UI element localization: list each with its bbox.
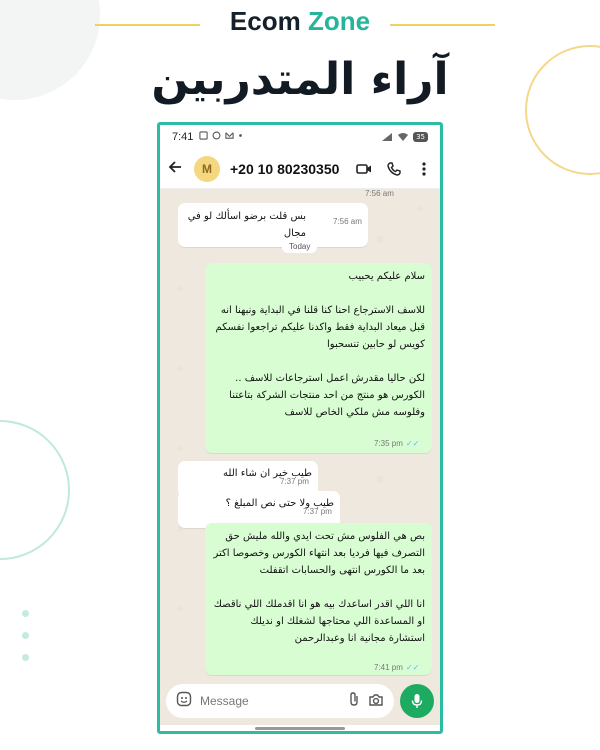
- day-separator: Today: [282, 240, 317, 253]
- message-text: لكن حاليا مقدرش اعمل استرجاعات للاسف .. الكورس هو منتج من احد منتجات الشركة بتاعتنا وفلوسه مش ملكي الخاص للاسف: [229, 373, 425, 418]
- message-time: 7:37 pm: [303, 507, 332, 516]
- chat-messages[interactable]: [160, 189, 440, 677]
- message-input-container: [166, 684, 394, 718]
- brand-main: Ecom: [229, 6, 301, 36]
- message-time: 7:56 am: [365, 189, 394, 198]
- message-text: طيب ولا حتى نص المبلغ ؟: [225, 498, 334, 509]
- message-time: 7:35 pm ✓✓: [374, 439, 420, 448]
- home-indicator: [255, 727, 345, 730]
- decorative-dots: [22, 610, 32, 676]
- message-text: طيب خير ان شاء الله: [223, 468, 312, 479]
- status-bar: [160, 125, 440, 149]
- whatsapp-icon: [212, 131, 221, 140]
- message-text: بس قلت برضو اسألك لو في مجال: [187, 211, 306, 239]
- phone-screenshot: [157, 122, 443, 734]
- camera-icon[interactable]: [368, 692, 384, 711]
- message-time: 7:37 pm: [280, 477, 309, 486]
- screenshot-icon: [199, 131, 208, 140]
- message-outgoing[interactable]: [205, 263, 432, 453]
- phone-call-icon[interactable]: [386, 161, 402, 177]
- signal-icon: [381, 132, 393, 142]
- avatar[interactable]: M: [194, 156, 220, 182]
- message-text: سلام عليكم يحبيب: [348, 271, 425, 282]
- message-outgoing[interactable]: [205, 523, 432, 675]
- page-title: آراء المتدربين: [151, 54, 449, 105]
- status-right: [381, 132, 428, 142]
- status-time: 7:41: [172, 131, 194, 143]
- message-time: 7:41 pm ✓✓: [374, 663, 420, 672]
- message-text: بص هي الفلوس مش تحت ايدي والله مليش حق التصرف فيها فرديا بعد انتهاء الكورس وخصوصا اكتر بعد ما الكورس انتهى والحسابات اتقفلت: [213, 531, 425, 576]
- message-time: 7:56 am: [333, 217, 362, 226]
- video-call-icon[interactable]: [356, 161, 372, 177]
- brand-accent: Zone: [307, 6, 371, 36]
- gmail-icon: [225, 131, 234, 140]
- sticker-icon[interactable]: [176, 691, 192, 711]
- battery-icon: 35: [413, 132, 428, 142]
- dot-icon: [238, 131, 243, 140]
- microphone-icon: [411, 693, 423, 709]
- back-arrow-icon[interactable]: [168, 158, 194, 179]
- read-ticks-icon: ✓✓: [405, 663, 420, 672]
- voice-record-button[interactable]: [400, 684, 434, 718]
- message-input[interactable]: [200, 694, 340, 708]
- message-text: للاسف الاسترجاع احنا كنا قلنا في البداية ونبهنا انه قبل ميعاد البداية فقط واكدنا عليكم تراجعوا نفسكم كويس لو حابين تنسحبوا: [215, 305, 425, 350]
- message-composer: [160, 677, 440, 725]
- brand-logo: [0, 6, 600, 37]
- contact-name[interactable]: +20 10 80230350: [230, 160, 340, 177]
- more-options-icon[interactable]: [416, 161, 432, 177]
- attach-icon[interactable]: [348, 691, 360, 711]
- status-notification-icons: [199, 131, 243, 143]
- chat-header: [160, 149, 440, 189]
- wifi-icon: [397, 132, 409, 142]
- message-text: انا اللي اقدر اساعدك بيه هو انا اقدملك اللي ناقصك او المساعدة اللي محتاجها لشغلك او نديلك استشارة مجانية انا وعبدالرحمن: [213, 599, 425, 644]
- read-ticks-icon: ✓✓: [405, 439, 420, 448]
- decorative-ring: [0, 420, 70, 560]
